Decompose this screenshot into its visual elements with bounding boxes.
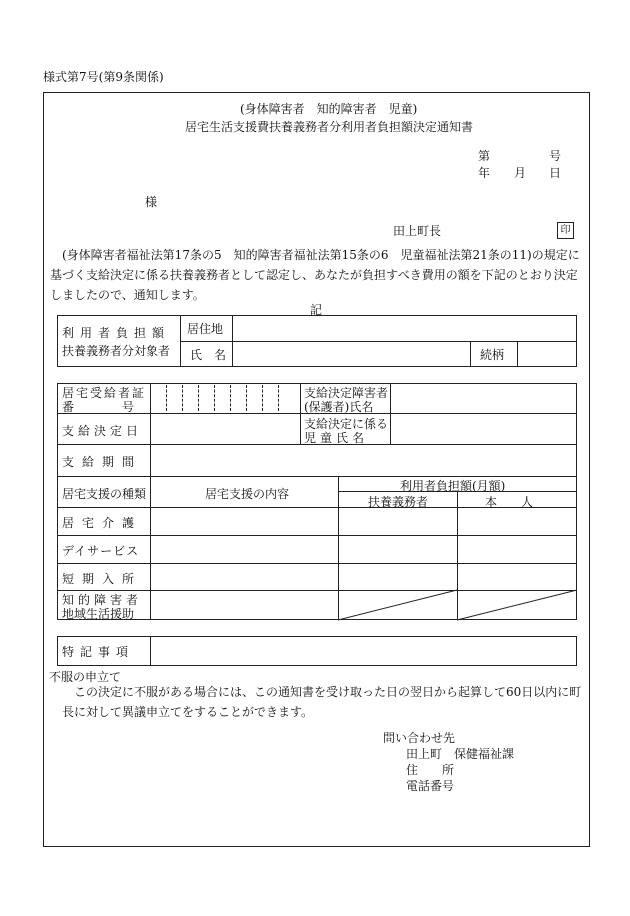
kind-header: 居宅支援の種類 <box>62 487 147 501</box>
child-label-2: 児童氏名 <box>304 431 369 445</box>
addressee-suffix: 様 <box>145 195 158 209</box>
recipient-left-label-1: 利用者負担額 <box>62 326 171 340</box>
row-label-day-service: デイサービス <box>62 544 140 558</box>
contact-phone: 電話番号 <box>406 779 455 793</box>
title-line2: 居宅生活支援費扶養義務者分利用者負担額決定通知書 <box>185 120 474 134</box>
contact-title: 問い合わせ先 <box>383 731 456 745</box>
objection-title: 不服の申立て <box>49 670 122 684</box>
row-label-intellectual-2: 地域生活援助 <box>62 607 135 621</box>
contact-address: 住 所 <box>406 763 455 777</box>
row-label-intellectual-1: 知的障害者 <box>62 593 143 607</box>
date-month: 月 <box>514 166 527 180</box>
cert-number-label-1: 居宅受給者証 <box>62 386 147 400</box>
relation-label: 続柄 <box>480 348 505 362</box>
fuyo-header: 扶養義務者 <box>368 495 429 509</box>
decision-date-label: 支給決定日 <box>62 424 143 438</box>
date-day: 日 <box>549 166 562 180</box>
date-year: 年 <box>478 166 491 180</box>
remarks-table <box>57 636 577 666</box>
row-label-kyotaku: 居宅介護 <box>62 516 143 530</box>
contact-office: 田上町 保健福祉課 <box>406 747 515 761</box>
body-paragraph: (身体障害者福祉法第17条の5 知的障害者福祉法第15条の6 児童福祉法第21条の11)の規定に基づく支給決定に係る扶養義務者として認定し、あなたが負担すべき費用の額を下記のとおり決定しましたので、通知します。 <box>50 248 580 302</box>
form-number: 様式第7号(第9条関係) <box>43 70 164 84</box>
address-label: 居住地 <box>187 322 224 336</box>
row-label-short-stay: 短期入所 <box>62 572 143 586</box>
content-header: 居宅支援の内容 <box>205 487 290 501</box>
child-label-1: 支給決定に係る <box>304 417 389 431</box>
issuer-name: 田上町長 <box>393 224 442 238</box>
ki-label: 記 <box>310 303 323 317</box>
disabled-person-label-1: 支給決定障害者 <box>304 386 389 400</box>
number-dai: 第 <box>478 149 491 163</box>
remarks-label: 特記事項 <box>62 645 135 659</box>
disabled-person-label-2: (保護者)氏名 <box>304 400 374 414</box>
name-label: 氏 名 <box>190 348 227 362</box>
title-line1: (身体障害者 知的障害者 児童) <box>240 102 418 116</box>
seal-mark: 印 <box>557 222 574 239</box>
recipient-left-label-2: 扶養義務者分対象者 <box>62 344 171 358</box>
number-go: 号 <box>549 149 562 163</box>
objection-text: この決定に不服がある場合には、この通知書を受け取った日の翌日から起算して60日以内に町長に対して異議申立てをすることができます。 <box>62 685 582 719</box>
burden-header: 利用者負担額(月額) <box>400 479 506 493</box>
cert-number-label-2: 番 号 <box>62 400 135 414</box>
honnin-header: 本 人 <box>485 495 534 509</box>
period-label: 支給期間 <box>62 455 143 469</box>
